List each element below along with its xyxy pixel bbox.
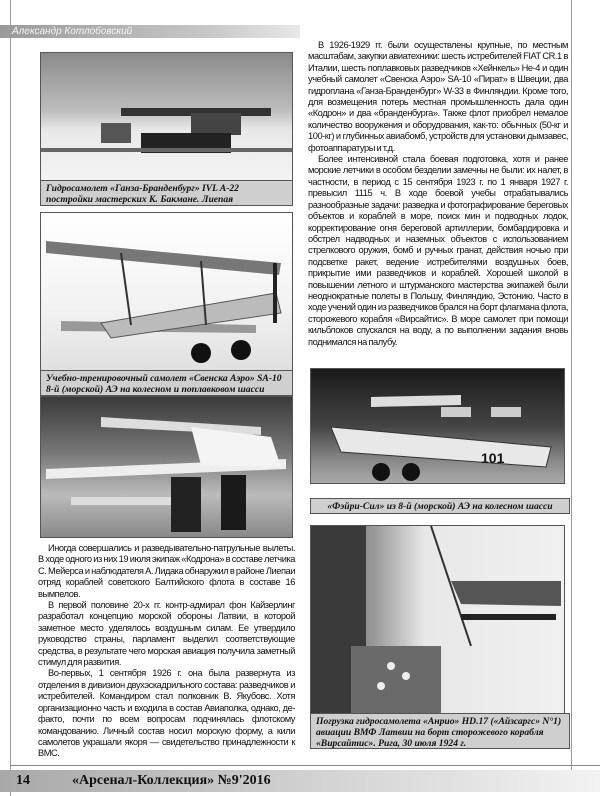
photo-fairey-seal — [310, 368, 565, 484]
magazine-title: «Арсенал-Коллекция» №9'2016 — [72, 773, 271, 788]
caption-photo2: Учебно-тренировочный самолет «Свенска Аэро» SA-10 8-й (морской) АЭ на колесном и поплавковом шасси — [40, 370, 293, 396]
paragraph: В первой половине 20-х гг. контр-адмирал фон Кайзерлинг разработал концепцию морской обороны Латвии, в которой заметное место уделялось воздушным силам. Ее утвердило руководство страны, парламент выделил соответствующие средства, в результате чего морская авиация получила заметный стимул для развития. — [38, 600, 295, 668]
paragraph: В 1926-1929 гг. были осуществлены крупные, по местным масштабам, закупки авиатехники: шесть истребителей FIAT CR.1 в Италии, шесть поплавковых разведчиков «Хейнкель» He-4 и один учебный самолет «Свенска Аэро» SA-10 «Пират» в Швеции, два гидроплана «Ганза-Бранденбург» W-33 в Финляндии. Кроме того, для возмещения потерь местная промышленность дала один «Кодрон» и два «бранденбурга». Также флот приобрел немалое количество вооружения и оборудования, как-то: обычных (50-кг и 100-кг) и глубинных авиабомб, устройств для установки дымзавес, фотоаппаратуры и т.д. — [308, 40, 568, 153]
left-column-text — [38, 543, 295, 760]
floatplane-illustration — [41, 397, 292, 537]
fairey-seal-illustration — [311, 369, 564, 483]
biplane-illustration — [41, 213, 292, 371]
author-band — [0, 25, 300, 38]
photo-anrio-loading — [310, 525, 565, 715]
ship-loading-illustration — [311, 526, 564, 714]
photo-hansa-brandenburg — [40, 52, 293, 182]
caption-photo5: Погрузка гидросамолета «Анрио» HD.17 («Айзсаргс» N°1) авиации ВМФ Латвии на борт сторожевого корабля «Вирсайтис». Рига, 30 июля 1924 г. — [310, 713, 570, 749]
right-margin-rule — [571, 0, 572, 770]
right-column-text — [308, 40, 568, 348]
footer-rule — [10, 765, 600, 766]
paragraph: Иногда совершались и разведывательно-патрульные вылеты. В ходе одного из них 19 июля экипаж «Кодрона» в составе летчика С. Мейерса и наблюдателя А. Лидака обнаружил в районе Лиепаи отряд кораблей советского Балтийского флота в составе 16 вымпелов. — [38, 543, 295, 599]
photo-svenska-aero — [40, 212, 293, 372]
caption-photo4: «Фэйри-Сил» из 8-й (морской) АЭ на колесном шасси — [310, 498, 570, 514]
paragraph: Более интенсивной стала боевая подготовка, хотя и ранее морские летчики в особом безделии замечны не были: их налет, в частности, в период с 15 сентября 1923 г. по 1 января 1927 г. превысил 1115 ч. В ходе боевой учебы отрабатывались разнообразные задачи: разведка и фотографирование береговых объектов и кораблей в море, поиск мин и подводных лодок, корректирование огня береговой артиллерии, бомбардировка и обстрел надводных и наземных объектов с использованием стрелкового оружия, бомб и ручных гранат, действия ночью при подсветке ракет, ведение истребителями воздушных боев, прикрытие ими разведчиков и кораблей. Хорошей школой в повышении летного и штурманского мастерства экипажей были неоднократные полеты в Польшу, Финляндию, Эстонию. Часто в ходе учений один из разведчиков брался на борт флагмана флота, сторожевого корабля «Вирсайтис». В море самолет при помощи кильблоков спускался на воду, а по выполнении задания вновь поднимался на палубу. — [308, 154, 568, 347]
photo-floatplane-hangar — [40, 396, 293, 538]
left-margin-rule — [10, 0, 11, 796]
tail-number: 101 — [481, 450, 505, 466]
page-number: 14 — [16, 773, 30, 788]
footer-band — [0, 770, 600, 792]
paragraph: Во-первых, 1 сентября 1926 г. она была развернута из отделения в дивизион двухэскадрильного состава: разведчиков и истребителей. Командиром стал полковник В. Якубовс. Хотя организационно часть и входила в состав Авиаполка, однако, де-факто, почти по всем вопросам подчинялась флотскому командованию. Личный состав носил морскую форму, а кили самолетов украшали якоря — свидетельство принадлежности к ВМС. — [38, 668, 295, 759]
author-name: Александр Котлобовский — [12, 26, 133, 37]
seaplane-illustration — [41, 53, 292, 181]
caption-photo1: Гидросамолет «Ганза-Бранденбург» IVL A-22 постройки мастерских К. Бакмане. Лиепая — [40, 180, 293, 206]
